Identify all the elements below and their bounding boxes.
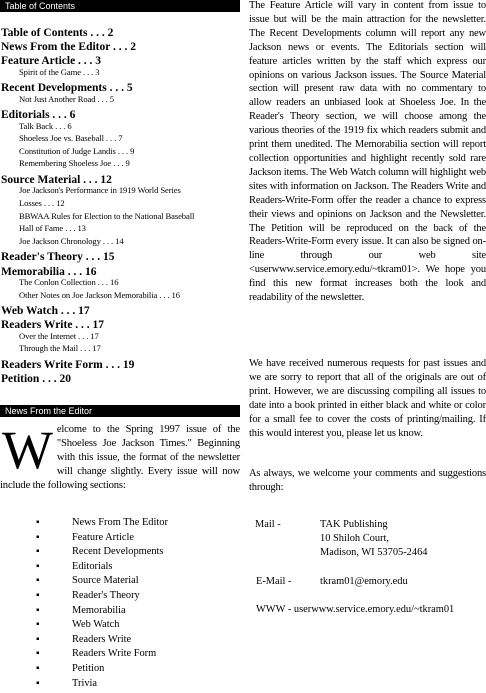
- toc-subentry: Over the Internet . . . 17: [19, 330, 99, 341]
- toc-subentry: Spirit of the Game . . . 3: [19, 66, 100, 77]
- email-value: tkram01@emory.edu: [320, 576, 408, 587]
- news-header: News From the Editor: [0, 405, 240, 417]
- toc-subentry: Hall of Fame . . . 13: [19, 223, 86, 234]
- toc-subentry: Remembering Shoeless Joe . . . 9: [19, 158, 130, 169]
- toc-entry: News From the Editor . . . 2: [1, 41, 137, 54]
- left-column: [0, 0, 240, 689]
- bullet-icon: ▪: [36, 677, 40, 689]
- toc-subentry: Other Notes on Joe Jackson Memorabilia . . . 16: [19, 289, 180, 300]
- list-item-label: Memorabilia: [72, 604, 126, 616]
- toc-entry: Recent Developments . . . 5: [1, 82, 133, 95]
- www-link: WWW - userwww.service.emory.edu/~tkram01: [256, 604, 455, 615]
- list-item-label: Web Watch: [72, 619, 120, 631]
- bullet-icon: ▪: [36, 633, 40, 645]
- list-item-label: Feature Article: [72, 531, 135, 543]
- comments-paragraph: As always, we welcome your comments and suggestions through:: [249, 468, 486, 493]
- list-item-label: Trivia: [72, 677, 98, 689]
- toc-entry: Petition . . . 20: [1, 372, 71, 385]
- table-of-contents: [0, 12, 240, 405]
- list-item-label: Petition: [72, 663, 105, 674]
- toc-subentry: Shoeless Joe vs. Baseball . . . 7: [19, 133, 123, 144]
- toc-subentry: Not Just Another Road . . . 5: [19, 93, 114, 104]
- news-intro: [0, 420, 240, 493]
- bullet-icon: ▪: [36, 560, 40, 572]
- list-item-label: Readers Write Form: [72, 648, 157, 660]
- bullet-icon: ▪: [36, 648, 40, 660]
- list-item-label: Recent Developments: [72, 546, 164, 558]
- toc-entry: Feature Article . . . 3: [1, 55, 102, 68]
- toc-subentry: Talk Back . . . 6: [19, 120, 72, 131]
- bullet-icon: ▪: [36, 575, 40, 587]
- drop-cap: W: [2, 420, 53, 480]
- bullet-icon: ▪: [36, 619, 40, 631]
- toc-entry: Source Material . . . 12: [1, 174, 112, 186]
- toc-entry: Editorials . . . 6: [1, 109, 76, 122]
- toc-subentry: The Conlon Collection . . . 16: [19, 276, 119, 287]
- mail-line-2: 10 Shiloh Court,: [320, 533, 389, 544]
- toc-entry: Web Watch . . . 17: [1, 305, 90, 318]
- format-paragraph: The Feature Article will vary in content from issue to issue but will be the main attraction for the newsletter. The Recent Developments column will report any new Jackson news or events. The Editorials section will feature articles written by the staff which express our opinions on various Jackson issues. The Source Material section will present raw data with no commentary to allow readers an unbiased look at Shoeless Joe. In the Reader's Theory section, we will choose among the various theories of the 1919 fix which readers submit and print them unedited. The Memorabilia section will report collection opportunities and highlight recently sold rare Jackson items. The Web Watch column will highlight web sites with information on Jackson. The Readers Write and Readers-Write-Form offer the reader a chance to express their views and opinions on Jackson and the Newsletter. The Petition will be reproduced on the back of the Readers-Write-Form every issue. It can also be signed on-line through our web site <userwww.service.emory.edu/~tkram01>. We hope you find this new format increases both the look and readability of the newsletter.: [249, 0, 486, 304]
- toc-header: Table of Contents: [0, 0, 240, 12]
- toc-entry: Table of Contents . . . 2: [1, 27, 114, 39]
- mail-label: Mail -: [255, 519, 281, 530]
- mail-line-3: Madison, WI 53705-2464: [320, 547, 428, 558]
- toc-subentry: Joe Jackson's Performance in 1919 World Series: [19, 185, 181, 196]
- bullet-icon: ▪: [36, 531, 40, 543]
- list-item-label: Reader's Theory: [72, 590, 140, 601]
- toc-subentry: Through the Mail . . . 17: [19, 343, 101, 354]
- toc-entry: Readers Write Form . . . 19: [1, 358, 135, 371]
- toc-entry: Reader's Theory . . . 15: [1, 251, 115, 264]
- bullet-icon: ▪: [36, 517, 40, 528]
- toc-subentry: Constitution of Judge Landis . . . 9: [19, 145, 135, 156]
- list-item-label: News From The Editor: [72, 517, 168, 528]
- bullet-icon: ▪: [36, 590, 40, 601]
- toc-subentry: Losses . . . 12: [19, 198, 65, 208]
- list-item-label: Readers Write: [72, 633, 132, 645]
- bullet-icon: ▪: [36, 546, 40, 558]
- bullet-icon: ▪: [36, 604, 40, 616]
- news-intro-text: elcome to the Spring 1997 issue of the "Shoeless Joe Jackson Times." Beginning with this issue, the format of the newsletter will change slightly. Every issue will now include the following sections:: [0, 424, 240, 491]
- toc-subentry: Joe Jackson Chronology . . . 14: [19, 235, 124, 246]
- toc-subentry: BBWAA Rules for Election to the National Baseball: [19, 210, 195, 221]
- toc-entry: Memorabilia . . . 16: [1, 265, 97, 278]
- mail-line-1: TAK Publishing: [320, 519, 388, 530]
- list-item-label: Editorials: [72, 560, 113, 572]
- list-item-label: Source Material: [72, 575, 139, 587]
- bullet-icon: ▪: [36, 663, 40, 674]
- past-issues-paragraph: We have received numerous requests for past issues and we are sorry to report that all of the originals are out of print. However, we are discussing compiling all issues to date into a book printed in either black and white or color for a small fee to cover the costs of printing/mailing. If this would interest you, please let us know.: [249, 358, 486, 439]
- email-label: E-Mail -: [256, 576, 292, 587]
- toc-entry: Readers Write . . . 17: [1, 319, 105, 332]
